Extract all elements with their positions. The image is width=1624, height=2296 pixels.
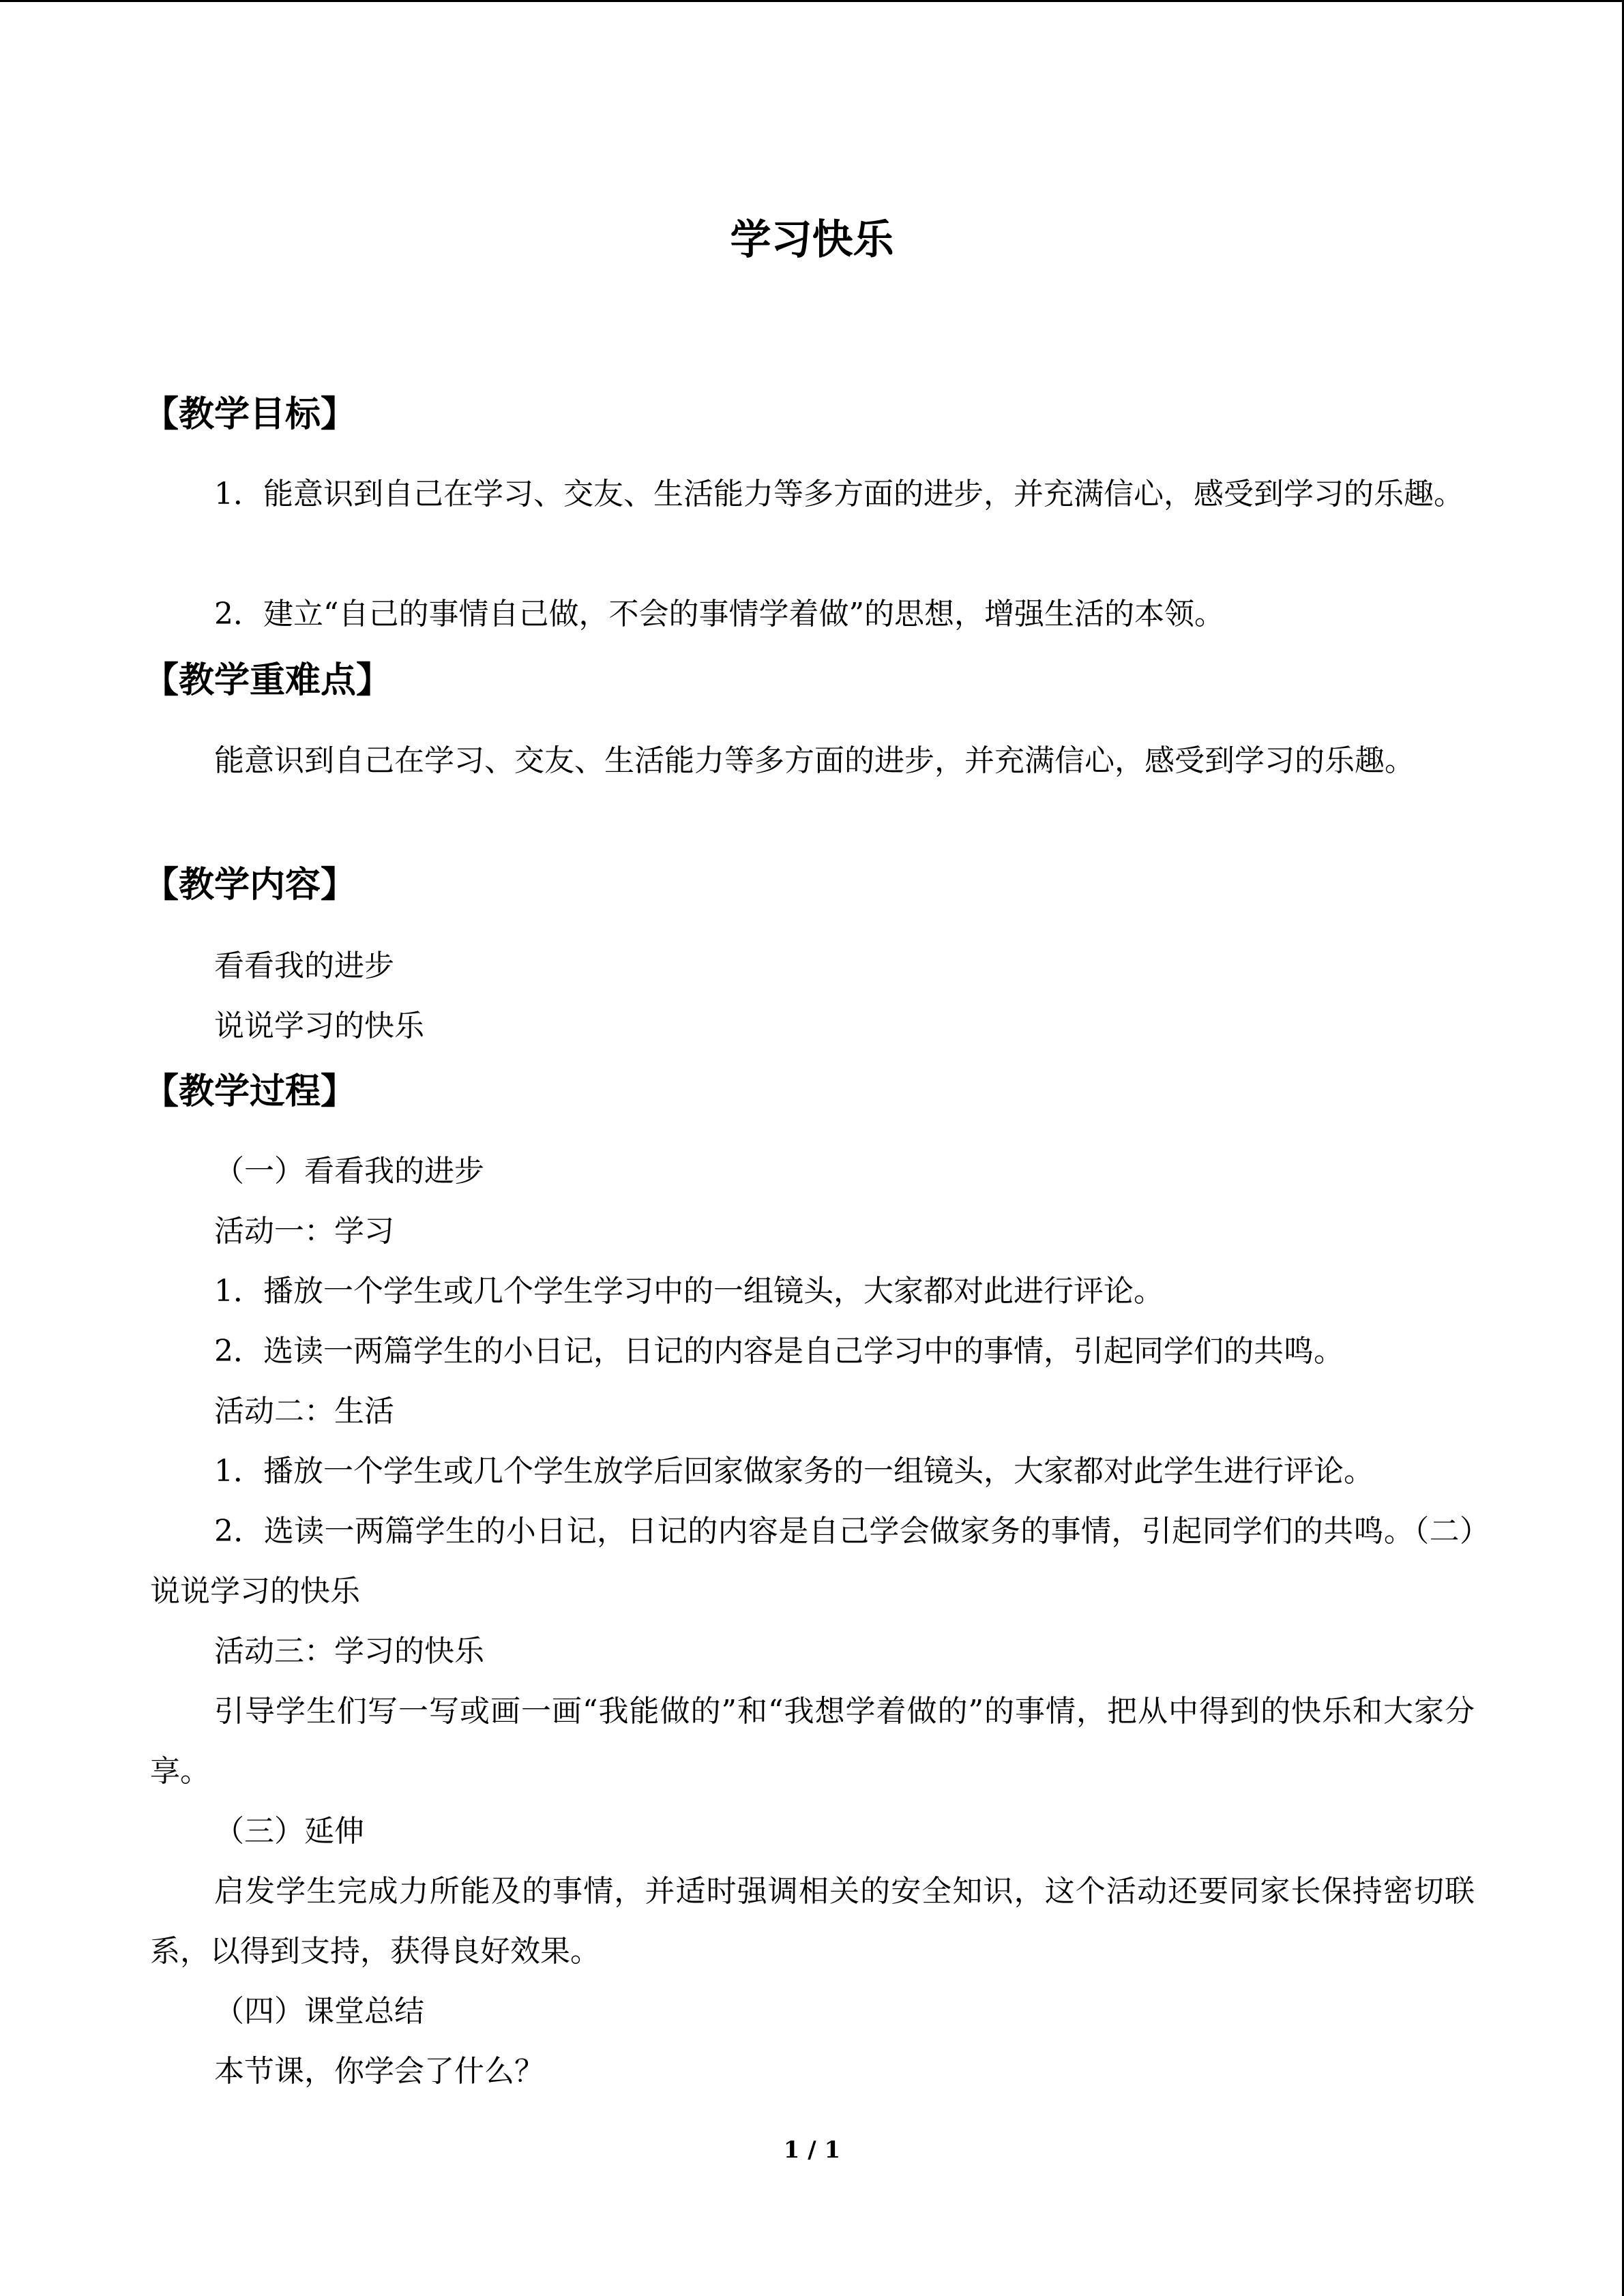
activity-3-title: 活动三：学习的快乐 [214,1634,484,1669]
section-4-text: 本节课，你学会了什么？ [214,2054,544,2089]
activity-2-title: 活动二：生活 [214,1394,394,1429]
key-points-text: 能意识到自己在学习、交友、生活能力等多方面的进步，并充满信心，感受到学习的乐趣。 [214,743,1415,778]
content-item-2: 说说学习的快乐 [214,1009,424,1043]
process-section-1: （一）看看我的进步 [214,1154,484,1189]
objective-item-1: 1．能意识到自己在学习、交友、生活能力等多方面的进步，并充满信心，感受到学习的乐趣。 [214,477,1464,511]
process-section-3: （三）延伸 [214,1814,364,1849]
heading-process: 【教学过程】 [143,1071,357,1112]
activity-1-step-2: 2．选读一两篇学生的小日记，日记的内容是自己学习中的事情，引起同学们的共鸣。 [214,1334,1344,1369]
heading-content: 【教学内容】 [143,865,357,906]
activity-1-step-1: 1．播放一个学生或几个学生学习中的一组镜头，大家都对此进行评论。 [214,1274,1164,1309]
heading-key-points: 【教学重难点】 [143,660,392,701]
page-number: 1 / 1 [783,2136,841,2164]
activity-3-text: 引导学生们写一写或画一画“我能做的”和“我想学着做的”的事情，把从中得到的快乐和大家分享。 [150,1694,1475,1789]
content-item-1: 看看我的进步 [214,949,394,983]
document-title: 学习快乐 [730,216,894,264]
heading-objectives: 【教学目标】 [143,394,357,435]
activity-1-title: 活动一：学习 [214,1214,394,1249]
activity-2-step-2: 2．选读一两篇学生的小日记，日记的内容是自己学会做家务的事情，引起同学们的共鸣。（二）说说学习的快乐 [150,1514,1475,1609]
objective-item-2: 2．建立“自己的事情自己做，不会的事情学着做”的思想，增强生活的本领。 [214,597,1224,631]
section-3-text: 启发学生完成力所能及的事情，并适时强调相关的安全知识，这个活动还要同家长保持密切联系，以得到支持，获得良好效果。 [150,1874,1475,1969]
activity-2-step-1: 1．播放一个学生或几个学生放学后回家做家务的一组镜头，大家都对此学生进行评论。 [214,1454,1374,1489]
process-section-4: （四）课堂总结 [214,1994,424,2029]
